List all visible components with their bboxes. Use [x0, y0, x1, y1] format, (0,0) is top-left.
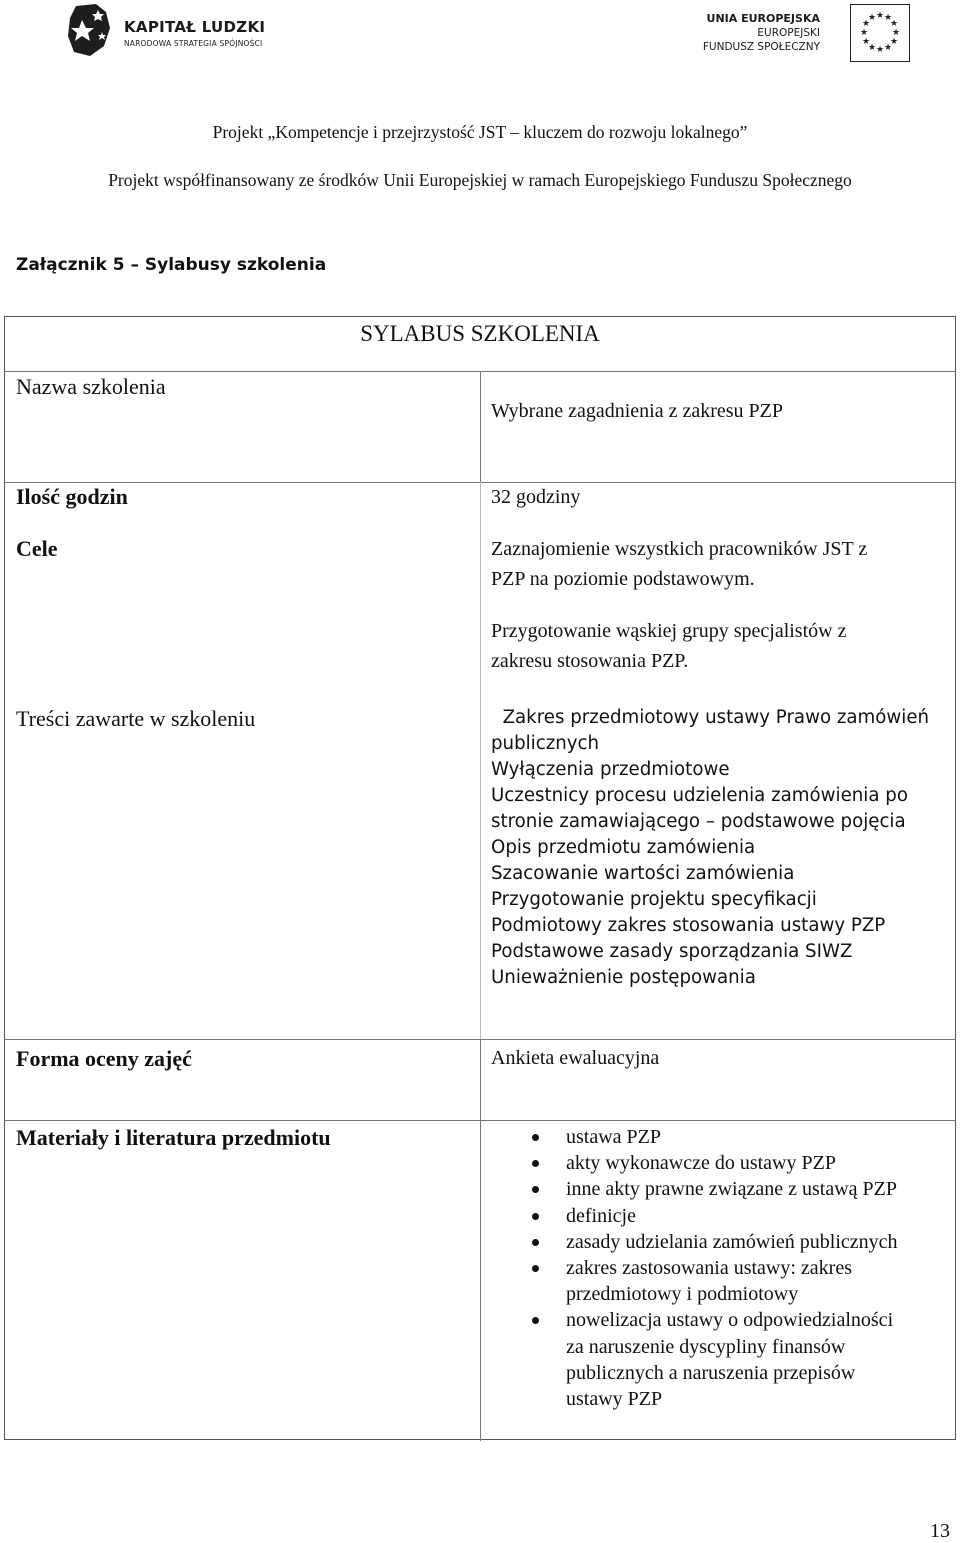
kapital-ludzki-title: KAPITAŁ LUDZKI	[124, 18, 266, 36]
assessment-value: Ankieta ewaluacyjna	[491, 1047, 660, 1069]
contents-line: Unieważnienie postępowania	[491, 967, 756, 988]
svg-text:★: ★	[883, 13, 893, 23]
bullet-icon	[532, 1213, 539, 1220]
kapital-ludzki-emblem-icon	[66, 2, 118, 60]
materials-label: Materiały i literatura przedmiotu	[16, 1125, 331, 1150]
goals-label: Cele	[16, 536, 58, 561]
svg-text:★: ★	[875, 11, 885, 21]
assessment-label: Forma oceny zajęć	[16, 1046, 192, 1071]
course-name-label: Nazwa szkolenia	[16, 374, 166, 399]
contents-line: Wyłączenia przedmiotowe	[491, 759, 730, 780]
eu-flag-icon	[850, 4, 910, 62]
materials-item: definicje	[566, 1203, 898, 1229]
contents-list	[491, 705, 929, 991]
column-divider	[480, 482, 481, 1039]
contents-line: stronie zamawiającego – podstawowe pojęcia	[491, 811, 906, 832]
svg-text:★: ★	[891, 28, 901, 38]
contents-line: Przygotowanie projektu specyfikacji	[491, 889, 817, 910]
contents-line: Podstawowe zasady sporządzania SIWZ	[491, 941, 853, 962]
svg-text:★: ★	[889, 37, 899, 47]
annex-title: Załącznik 5 – Sylabusy szkolenia	[16, 255, 327, 275]
hours-value: 32 godziny	[491, 486, 581, 508]
svg-text:★: ★	[883, 43, 893, 53]
contents-line: publicznych	[491, 733, 600, 754]
project-title: Projekt „Kompetencje i przejrzystość JST – kluczem do rozwoju lokalnego”	[212, 122, 748, 142]
eu-logo-line3: FUNDUSZ SPOŁECZNY	[702, 41, 820, 53]
column-divider	[480, 1039, 481, 1441]
bullet-icon	[532, 1265, 539, 1272]
materials-item: zasady udzielania zamówień publicznych	[566, 1229, 898, 1255]
bullet-icon	[532, 1317, 539, 1324]
contents-line: Zakres przedmiotowy ustawy Prawo zamówień	[491, 707, 930, 728]
eu-logo-line2: EUROPEJSKI	[757, 27, 820, 39]
contents-line: Opis przedmiotu zamówienia	[491, 837, 756, 858]
bullet-icon	[532, 1134, 539, 1141]
bullet-icon	[532, 1239, 539, 1246]
bullet-icon	[532, 1186, 539, 1193]
hours-label: Ilość godzin	[16, 484, 128, 509]
svg-text:★: ★	[867, 13, 877, 23]
materials-item: nowelizacja ustawy o odpowiedzialności za naruszenie dyscypliny finansów publicznych a naruszenia przepisów ustawy PZP	[566, 1307, 898, 1412]
goals-line: Zaznajomienie wszystkich pracowników JST z	[491, 538, 868, 560]
contents-line: Podmiotowy zakres stosowania ustawy PZP	[491, 915, 886, 936]
eu-efs-logo	[700, 2, 912, 62]
svg-text:★: ★	[867, 43, 877, 53]
svg-text:★: ★	[859, 28, 869, 38]
syllabus-title: SYLABUS SZKOLENIA	[360, 321, 600, 346]
goals-line: zakresu stosowania PZP.	[491, 650, 689, 672]
goals-line: Przygotowanie wąskiej grupy specjalistów z	[491, 620, 847, 642]
course-name-value: Wybrane zagadnienia z zakresu PZP	[491, 400, 784, 422]
materials-list	[566, 1124, 898, 1412]
svg-text:★: ★	[861, 37, 871, 47]
contents-label: Treści zawarte w szkoleniu	[16, 706, 256, 731]
syllabus-table	[4, 316, 956, 1440]
column-divider	[480, 371, 481, 482]
goals-line: PZP na poziomie podstawowym.	[491, 568, 755, 590]
eu-logo-line1: UNIA EUROPEJSKA	[706, 12, 820, 25]
bullet-icon	[532, 1160, 539, 1167]
page-number: 13	[930, 1520, 950, 1542]
svg-text:★: ★	[861, 19, 871, 29]
materials-item: akty wykonawcze do ustawy PZP	[566, 1150, 898, 1176]
materials-item: ustawa PZP	[566, 1124, 898, 1150]
contents-line: Uczestnicy procesu udzielenia zamówienia po	[491, 785, 908, 806]
contents-line: Szacowanie wartości zamówienia	[491, 863, 795, 884]
svg-text:★: ★	[889, 19, 899, 29]
kapital-ludzki-logo	[66, 2, 266, 62]
svg-text:★: ★	[875, 45, 885, 55]
materials-item: inne akty prawne związane z ustawą PZP	[566, 1176, 898, 1202]
kapital-ludzki-subtitle: NARODOWA STRATEGIA SPÓJNOŚCI	[124, 39, 263, 48]
materials-item: zakres zastosowania ustawy: zakres przedmiotowy i podmiotowy	[566, 1255, 898, 1307]
project-cofinancing-note: Projekt współfinansowany ze środków Unii Europejskiej w ramach Europejskiego Funduszu Społecznego	[108, 170, 852, 190]
